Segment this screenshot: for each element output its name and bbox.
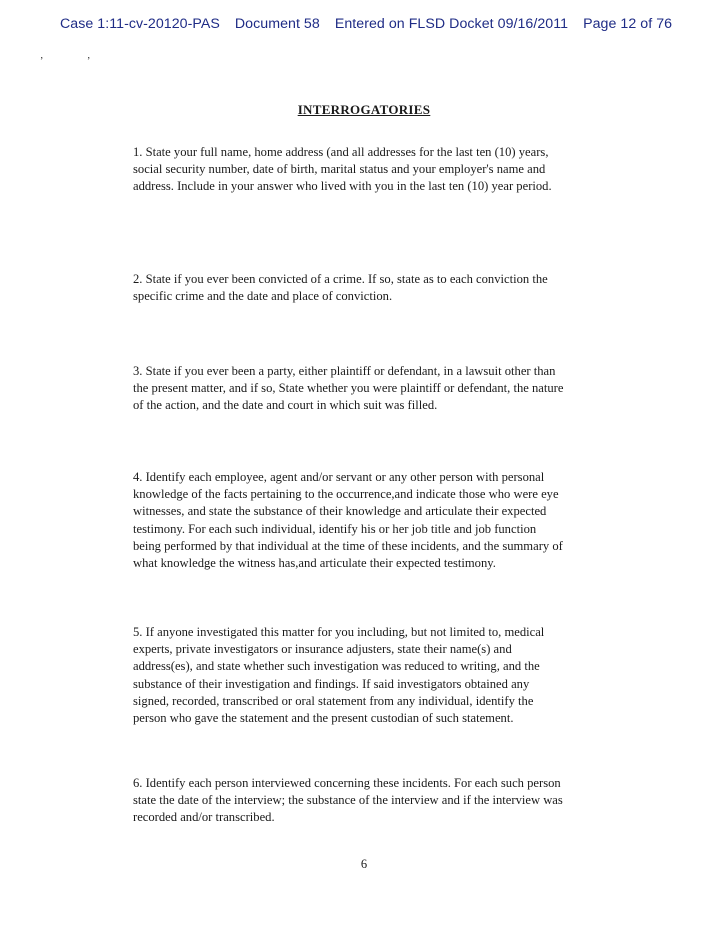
text-line: state the date of the interview; the substance of the interview and if the interview was	[133, 793, 563, 808]
section-title: INTERROGATORIES	[297, 102, 431, 117]
text-line: 2. State if you ever been convicted of a crime. If so, state as to each conviction the	[133, 272, 548, 286]
interrogatory-4	[133, 469, 603, 572]
text-line: the present matter, and if so, State whether you were plaintiff or defendant, the nature	[133, 381, 564, 396]
text-line: 4. Identify each employee, agent and/or servant or any other person with personal	[133, 470, 545, 484]
document-number: Document 58	[234, 16, 320, 32]
page-number: 6	[360, 857, 368, 871]
text-line: 6. Identify each person interviewed concerning these incidents. For each such person	[133, 776, 561, 790]
text-line: experts, private investigators or insurance adjusters, state their name(s) and	[133, 642, 512, 657]
docket-header	[60, 16, 680, 32]
text-line: what knowledge the witness has,and articulate their expected testimony.	[133, 556, 496, 571]
text-line: social security number, date of birth, marital status and your employer's name and	[133, 162, 546, 177]
scan-mark-right: ’	[87, 56, 91, 67]
text-line: address. Include in your answer who lived with you in the last ten (10) year period.	[133, 179, 552, 194]
text-line: being performed by that individual at the time of these incidents, and the summary of	[133, 538, 563, 553]
text-line: knowledge of the facts pertaining to the occurrence,and indicate those who were eye	[133, 487, 559, 502]
text-line: 5. If anyone investigated this matter for you including, but not limited to, medical	[133, 625, 545, 639]
text-line: of the action, and the date and court in which suit was filled.	[133, 398, 438, 413]
text-line: person who gave the statement and the present custodian of such statement.	[133, 711, 514, 726]
text-line: 3. State if you ever been a party, either plaintiff or defendant, in a lawsuit other than	[133, 364, 556, 378]
case-number: Case 1:11-cv-20120-PAS	[60, 16, 220, 32]
page-indicator: Page 12 of 76	[583, 16, 673, 32]
interrogatory-6	[133, 775, 603, 827]
text-line: substance of their investigation and findings. If said investigators obtained any	[133, 676, 530, 691]
text-line: specific crime and the date and place of conviction.	[133, 289, 393, 304]
text-line: recorded and/or transcribed.	[133, 810, 275, 825]
text-line: signed, recorded, transcribed or oral statement from any individual, identify the	[133, 693, 534, 708]
text-line: witnesses, and state the substance of their knowledge and articulate their expected	[133, 504, 547, 519]
interrogatory-1	[133, 144, 603, 196]
text-line: 1. State your full name, home address (and all addresses for the last ten (10) years,	[133, 145, 549, 159]
interrogatory-5	[133, 624, 603, 727]
interrogatory-3	[133, 363, 603, 415]
text-line: address(es), and state whether such investigation was reduced to writing, and the	[133, 659, 540, 674]
docket-entry: Entered on FLSD Docket 09/16/2011	[334, 16, 569, 32]
scan-mark-left: ’	[40, 56, 44, 67]
text-line: testimony. For each such individual, identify his or her job title and job function	[133, 521, 537, 536]
interrogatory-2	[133, 271, 603, 305]
